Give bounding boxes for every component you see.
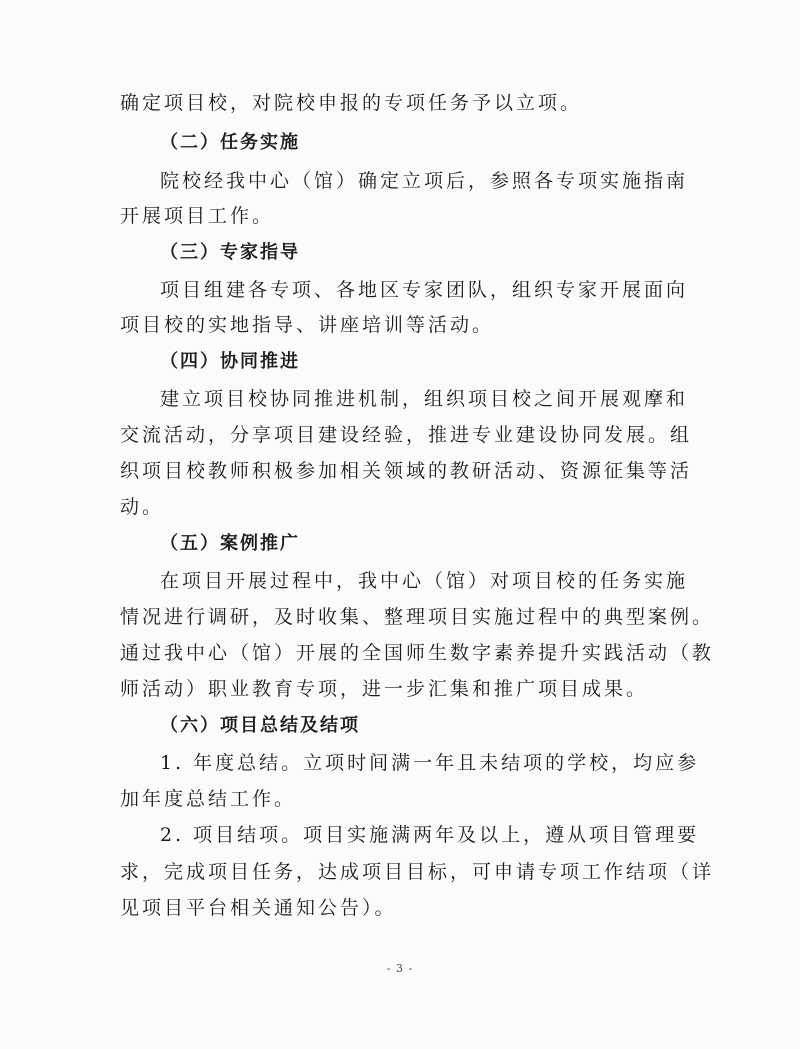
text-line: 动。 [120,496,165,518]
text-line: 加年度总结工作。 [120,788,297,810]
text-line: 建立项目校协同推进机制，组织项目校之间开展观摩和 [160,388,689,410]
text-line: 通过我中心（馆）开展的全国师生数字素养提升实践活动（教 [120,642,715,664]
text-line: 项目校的实地指导、讲座培训等活动。 [120,314,495,336]
section-heading-case-promotion: （五）案例推广 [160,533,300,554]
text-line: 院校经我中心（馆）确定立项后，参照各专项实施指南 [160,170,689,192]
text-line: 见项目平台相关通知公告）。 [120,897,397,919]
text-line: 求，完成项目任务，达成项目目标，可申请专项工作结项（详 [120,861,715,883]
text-line: 在项目开展过程中，我中心（馆）对项目校的任务实施 [160,570,689,592]
text-line: 情况进行调研，及时收集、整理项目实施过程中的典型案例。 [120,606,715,628]
text-line: 2. 项目结项。项目实施满两年及以上，遵从项目管理要 [160,824,700,846]
text-line: 项目组建各专项、各地区专家团队，组织专家开展面向 [160,279,689,301]
section-heading-summary-and-closure: （六）项目总结及结项 [160,715,360,736]
section-heading-collaborative-promotion: （四）协同推进 [160,351,300,372]
page-number: - 3 - [386,962,414,975]
section-heading-task-implementation: （二）任务实施 [160,132,300,153]
text-line: 师活动）职业教育专项，进一步汇集和推广项目成果。 [120,678,649,700]
text-line: 织项目校教师积极参加相关领域的教研活动、资源征集等活 [120,460,693,482]
section-heading-expert-guidance: （三）专家指导 [160,242,300,263]
text-line: 确定项目校，对院校申报的专项任务予以立项。 [120,92,583,114]
text-line: 开展项目工作。 [120,205,275,227]
text-line: 1. 年度总结。立项时间满一年且未结项的学校，均应参 [160,752,700,774]
text-line: 交流活动，分享项目建设经验，推进专业建设协同发展。组 [120,424,693,446]
